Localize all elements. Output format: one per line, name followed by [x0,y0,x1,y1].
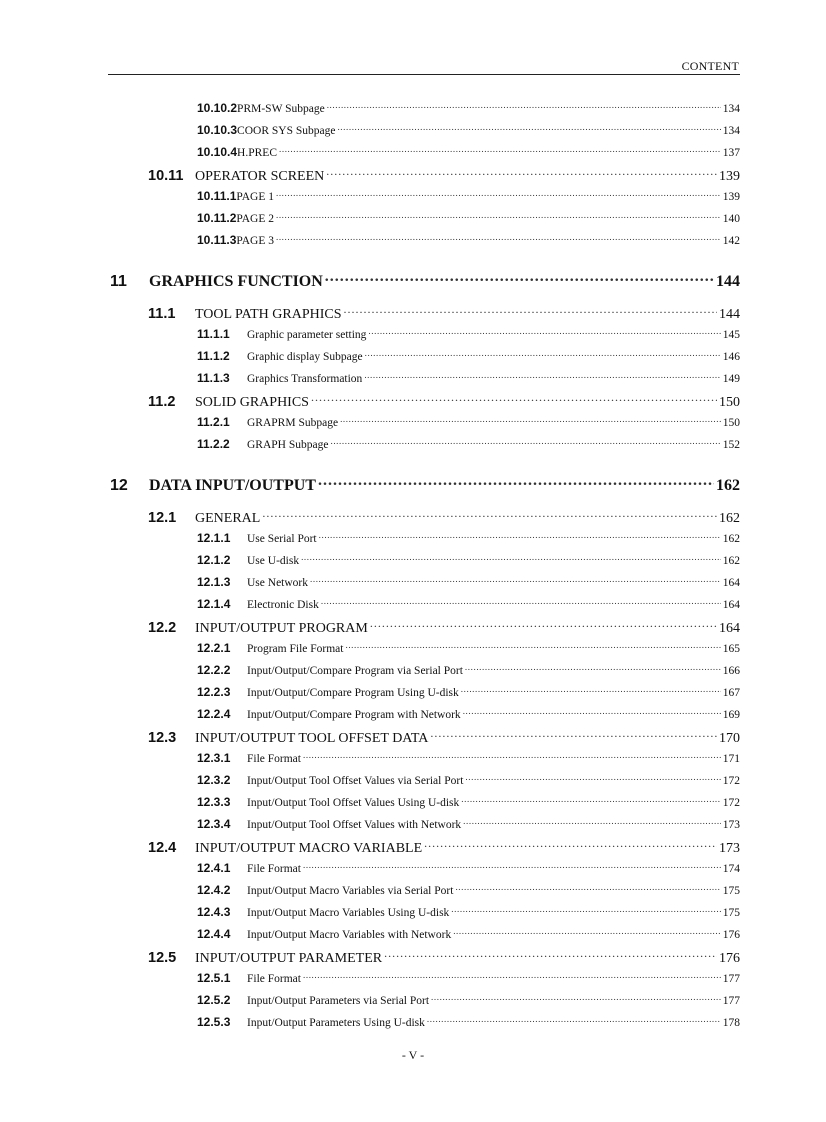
toc-entry[interactable] [197,860,740,875]
toc-entry-title: COOR SYS Subpage [237,124,336,137]
dot-leader [465,662,721,674]
dot-leader [262,508,717,522]
toc-entry[interactable] [197,684,740,699]
toc-entry-number: 12.3.3 [197,794,231,809]
toc-entry-page: 139 [722,190,740,203]
toc-entry-title: Graphic parameter setting [247,328,367,341]
toc-entry[interactable] [197,414,740,429]
toc-entry-title: GENERAL [195,511,261,526]
toc-entry[interactable] [197,530,740,545]
toc-entry-title: Input/Output Tool Offset Values with Network [247,818,462,831]
toc-entry-title: PAGE 1 [236,190,274,203]
toc-entry-page: 174 [722,862,740,875]
toc-entry[interactable] [197,326,740,341]
toc-entry[interactable] [197,750,740,765]
toc-entry-number: 12.2.2 [197,662,231,677]
toc-entry[interactable] [148,508,740,527]
dot-leader [340,414,721,426]
dot-leader [370,618,717,632]
toc-entry-title: Input/Output/Compare Program via Serial Port [247,664,463,677]
toc-entry-number: 12.5.2 [197,992,231,1007]
toc-entry-number: 12.5 [148,950,177,966]
dot-leader [424,838,717,852]
toc-entry[interactable] [197,210,740,225]
toc-entry-title: Input/Output Parameters via Serial Port [247,994,430,1007]
dot-leader [301,552,721,564]
toc-entry[interactable] [148,838,740,857]
toc-entry-number: 12.1.4 [197,596,231,611]
toc-entry-number: 11.2.1 [197,414,230,429]
toc-entry-number: 10.11 [148,168,184,184]
toc-entry-page: 164 [722,576,740,589]
toc-entry[interactable] [197,144,740,159]
toc-entry-number: 12.4.3 [197,904,231,919]
toc-entry-title: INPUT/OUTPUT TOOL OFFSET DATA [195,731,429,746]
dot-leader [463,816,721,828]
toc-entry[interactable] [197,188,740,203]
toc-entry[interactable] [148,948,740,967]
toc-entry-title: Graphics Transformation [247,372,363,385]
dot-leader [465,772,720,784]
toc-entry-page: 162 [716,477,740,494]
toc-entry-number: 12.4.1 [197,860,231,875]
toc-entry-title: Input/Output Tool Offset Values via Serial Port [247,774,464,787]
toc-entry-number: 12.4.4 [197,926,231,941]
toc-entry-title: PAGE 3 [236,234,274,247]
toc-entry-number: 12.1.2 [197,552,231,567]
toc-entry[interactable] [197,232,740,247]
toc-entry-number: 11.1.2 [197,348,230,363]
toc-entry-number: 12.1.1 [197,530,231,545]
toc-entry-page: 134 [722,124,740,137]
toc-entry-title: PAGE 2 [236,212,274,225]
dot-leader [461,684,721,696]
toc-entry-title: File Format [247,752,301,765]
toc-entry-page: 170 [719,731,740,746]
toc-entry[interactable] [197,348,740,363]
toc-entry-title: File Format [247,862,301,875]
toc-entry-number: 12.2.1 [197,640,231,655]
toc-entry-title: INPUT/OUTPUT PARAMETER [195,951,383,966]
toc-entry-title: INPUT/OUTPUT MACRO VARIABLE [195,841,423,856]
toc-entry-page: 167 [722,686,740,699]
toc-entry-page: 142 [722,234,740,247]
toc-entry-page: 175 [722,884,740,897]
toc-entry-number: 11 [110,273,127,290]
toc-entry-number: 10.10.2 [197,100,238,115]
toc-entry-number: 12.2.4 [197,706,231,721]
toc-entry-number: 12.4 [148,840,177,856]
toc-entry-page: 173 [722,818,740,831]
toc-entry-page: 152 [722,438,740,451]
toc-entry-page: 177 [722,994,740,1007]
toc-entry-page: 165 [722,642,740,655]
toc-entry[interactable] [148,304,740,323]
dot-leader [303,750,721,762]
toc-entry-page: 162 [722,554,740,567]
toc-entry-title: Program File Format [247,642,344,655]
toc-entry-number: 12.1.3 [197,574,231,589]
dot-leader [303,860,721,872]
toc-entry-page: 169 [722,708,740,721]
toc-entry-title: Input/Output Macro Variables with Network [247,928,452,941]
toc-entry-page: 150 [722,416,740,429]
toc-entry[interactable] [197,970,740,985]
toc-entry-page: 162 [719,511,740,526]
toc-entry-number: 12.2 [148,620,177,636]
toc-entry-page: 178 [722,1016,740,1029]
toc-entry[interactable] [197,552,740,567]
toc-entry[interactable] [197,706,740,721]
toc-entry[interactable] [148,728,740,747]
dot-leader [364,370,720,382]
toc-entry[interactable] [148,618,740,637]
toc-entry-number: 10.10.4 [197,144,238,159]
toc-entry-number: 10.10.3 [197,122,238,137]
toc-entry-page: 172 [722,796,740,809]
toc-entry-page: 149 [722,372,740,385]
toc-entry[interactable] [197,1014,740,1029]
toc-entry-title: H.PREC [237,146,277,159]
toc-entry-title: Input/Output/Compare Program with Network [247,708,461,721]
toc-entry-page: 176 [722,928,740,941]
toc-entry-number: 12 [110,477,128,494]
dot-leader [344,304,717,318]
toc-entry-page: 166 [722,664,740,677]
dot-leader [276,188,721,200]
toc-entry-title: Graphic display Subpage [247,350,363,363]
toc-entry-number: 12.5.3 [197,1014,231,1029]
toc-entry-title: OPERATOR SCREEN [195,169,325,184]
dot-leader [427,1014,721,1026]
toc-entry[interactable] [148,166,740,185]
dot-leader [453,926,721,938]
dot-leader [463,706,721,718]
toc-entry-number: 12.3.1 [197,750,231,765]
toc-entry-title: Input/Output Macro Variables Using U-disk [247,906,450,919]
toc-entry[interactable] [197,596,740,611]
toc-entry-title: INPUT/OUTPUT PROGRAM [195,621,368,636]
dot-leader [430,728,717,742]
toc-entry[interactable] [197,574,740,589]
toc-entry-page: 171 [722,752,740,765]
toc-entry-page: 140 [722,212,740,225]
toc-entry[interactable] [197,122,740,137]
toc-entry-page: 172 [722,774,740,787]
toc-entry-title: GRAPHICS FUNCTION [149,273,323,290]
toc-entry-number: 12.5.1 [197,970,231,985]
toc-entry-title: Use Network [247,576,308,589]
toc-entry-number: 11.1 [148,306,176,322]
toc-entry-page: 173 [719,841,740,856]
toc-entry-number: 11.2 [148,394,176,410]
toc-entry-page: 176 [719,951,740,966]
toc-entry[interactable] [197,100,740,115]
toc-entry-page: 144 [716,273,740,290]
dot-leader [365,348,721,360]
toc-entry-number: 12.3.4 [197,816,231,831]
toc-entry-title: Electronic Disk [247,598,319,611]
toc-entry-page: 146 [722,350,740,363]
toc-entry-page: 145 [722,328,740,341]
dot-leader [310,574,721,586]
dot-leader [326,166,717,180]
dot-leader [311,392,717,406]
page-number: - V - [401,1048,425,1062]
toc-entry-title: SOLID GRAPHICS [195,395,309,410]
dot-leader [330,436,720,448]
toc-entry[interactable] [197,882,740,897]
dot-leader [319,530,721,542]
toc-entry[interactable] [197,904,740,919]
toc-entry-title: Input/Output Macro Variables via Serial Port [247,884,454,897]
toc-entry-number: 12.4.2 [197,882,231,897]
toc-entry[interactable] [197,772,740,787]
toc-entry-number: 10.11.3 [197,232,237,247]
dot-leader [345,640,720,652]
toc-entry-title: Input/Output Parameters Using U-disk [247,1016,425,1029]
toc-entry-number: 10.11.1 [197,188,237,203]
dot-leader [451,904,720,916]
dot-leader [384,948,717,962]
toc-entry-title: PRM-SW Subpage [237,102,325,115]
toc-entry-page: 144 [719,307,740,322]
toc-entry-number: 12.3 [148,730,177,746]
toc-entry-number: 12.3.2 [197,772,231,787]
toc-entry-title: Input/Output Tool Offset Values Using U-disk [247,796,460,809]
dot-leader [431,992,721,1004]
header-label: CONTENT [681,59,739,73]
toc-entry-title: TOOL PATH GRAPHICS [195,307,342,322]
dot-leader [318,474,714,490]
dot-leader [325,270,714,286]
toc-entry-title: GRAPH Subpage [247,438,329,451]
toc-entry[interactable] [197,640,740,655]
toc-entry-page: 175 [722,906,740,919]
toc-entry-page: 137 [722,146,740,159]
toc-entry[interactable] [110,474,740,495]
toc-entry[interactable] [197,794,740,809]
toc-entry-page: 164 [719,621,740,636]
dot-leader [276,232,721,244]
toc-entry[interactable] [197,992,740,1007]
dot-leader [461,794,720,806]
dot-leader [337,122,720,134]
toc-entry-page: 177 [722,972,740,985]
dot-leader [279,144,721,156]
dot-leader [303,970,721,982]
toc-entry[interactable] [197,662,740,677]
dot-leader [327,100,721,112]
toc-entry-number: 12.1 [148,510,177,526]
toc-entry[interactable] [110,270,740,291]
toc-entry[interactable] [197,436,740,451]
toc-entry-page: 139 [719,169,740,184]
toc-entry-title: File Format [247,972,301,985]
toc-entry-number: 11.1.3 [197,370,230,385]
toc-entry-number: 11.1.1 [197,326,230,341]
toc-entry-title: DATA INPUT/OUTPUT [149,477,316,494]
dot-leader [455,882,720,894]
toc-entry-page: 162 [722,532,740,545]
toc-entry[interactable] [197,926,740,941]
toc-entry-title: Use Serial Port [247,532,317,545]
toc-entry-page: 134 [722,102,740,115]
toc-entry-title: GRAPRM Subpage [247,416,339,429]
dot-leader [321,596,721,608]
toc-entry[interactable] [197,370,740,385]
toc-entry-title: Input/Output/Compare Program Using U-disk [247,686,459,699]
toc-entry-page: 150 [719,395,740,410]
toc-entry-number: 10.11.2 [197,210,237,225]
toc-entry[interactable] [148,392,740,411]
dot-leader [276,210,721,222]
toc-entry[interactable] [197,816,740,831]
toc-entry-page: 164 [722,598,740,611]
dot-leader [368,326,720,338]
toc-entry-number: 11.2.2 [197,436,230,451]
toc-entry-title: Use U-disk [247,554,300,567]
toc-entry-number: 12.2.3 [197,684,231,699]
